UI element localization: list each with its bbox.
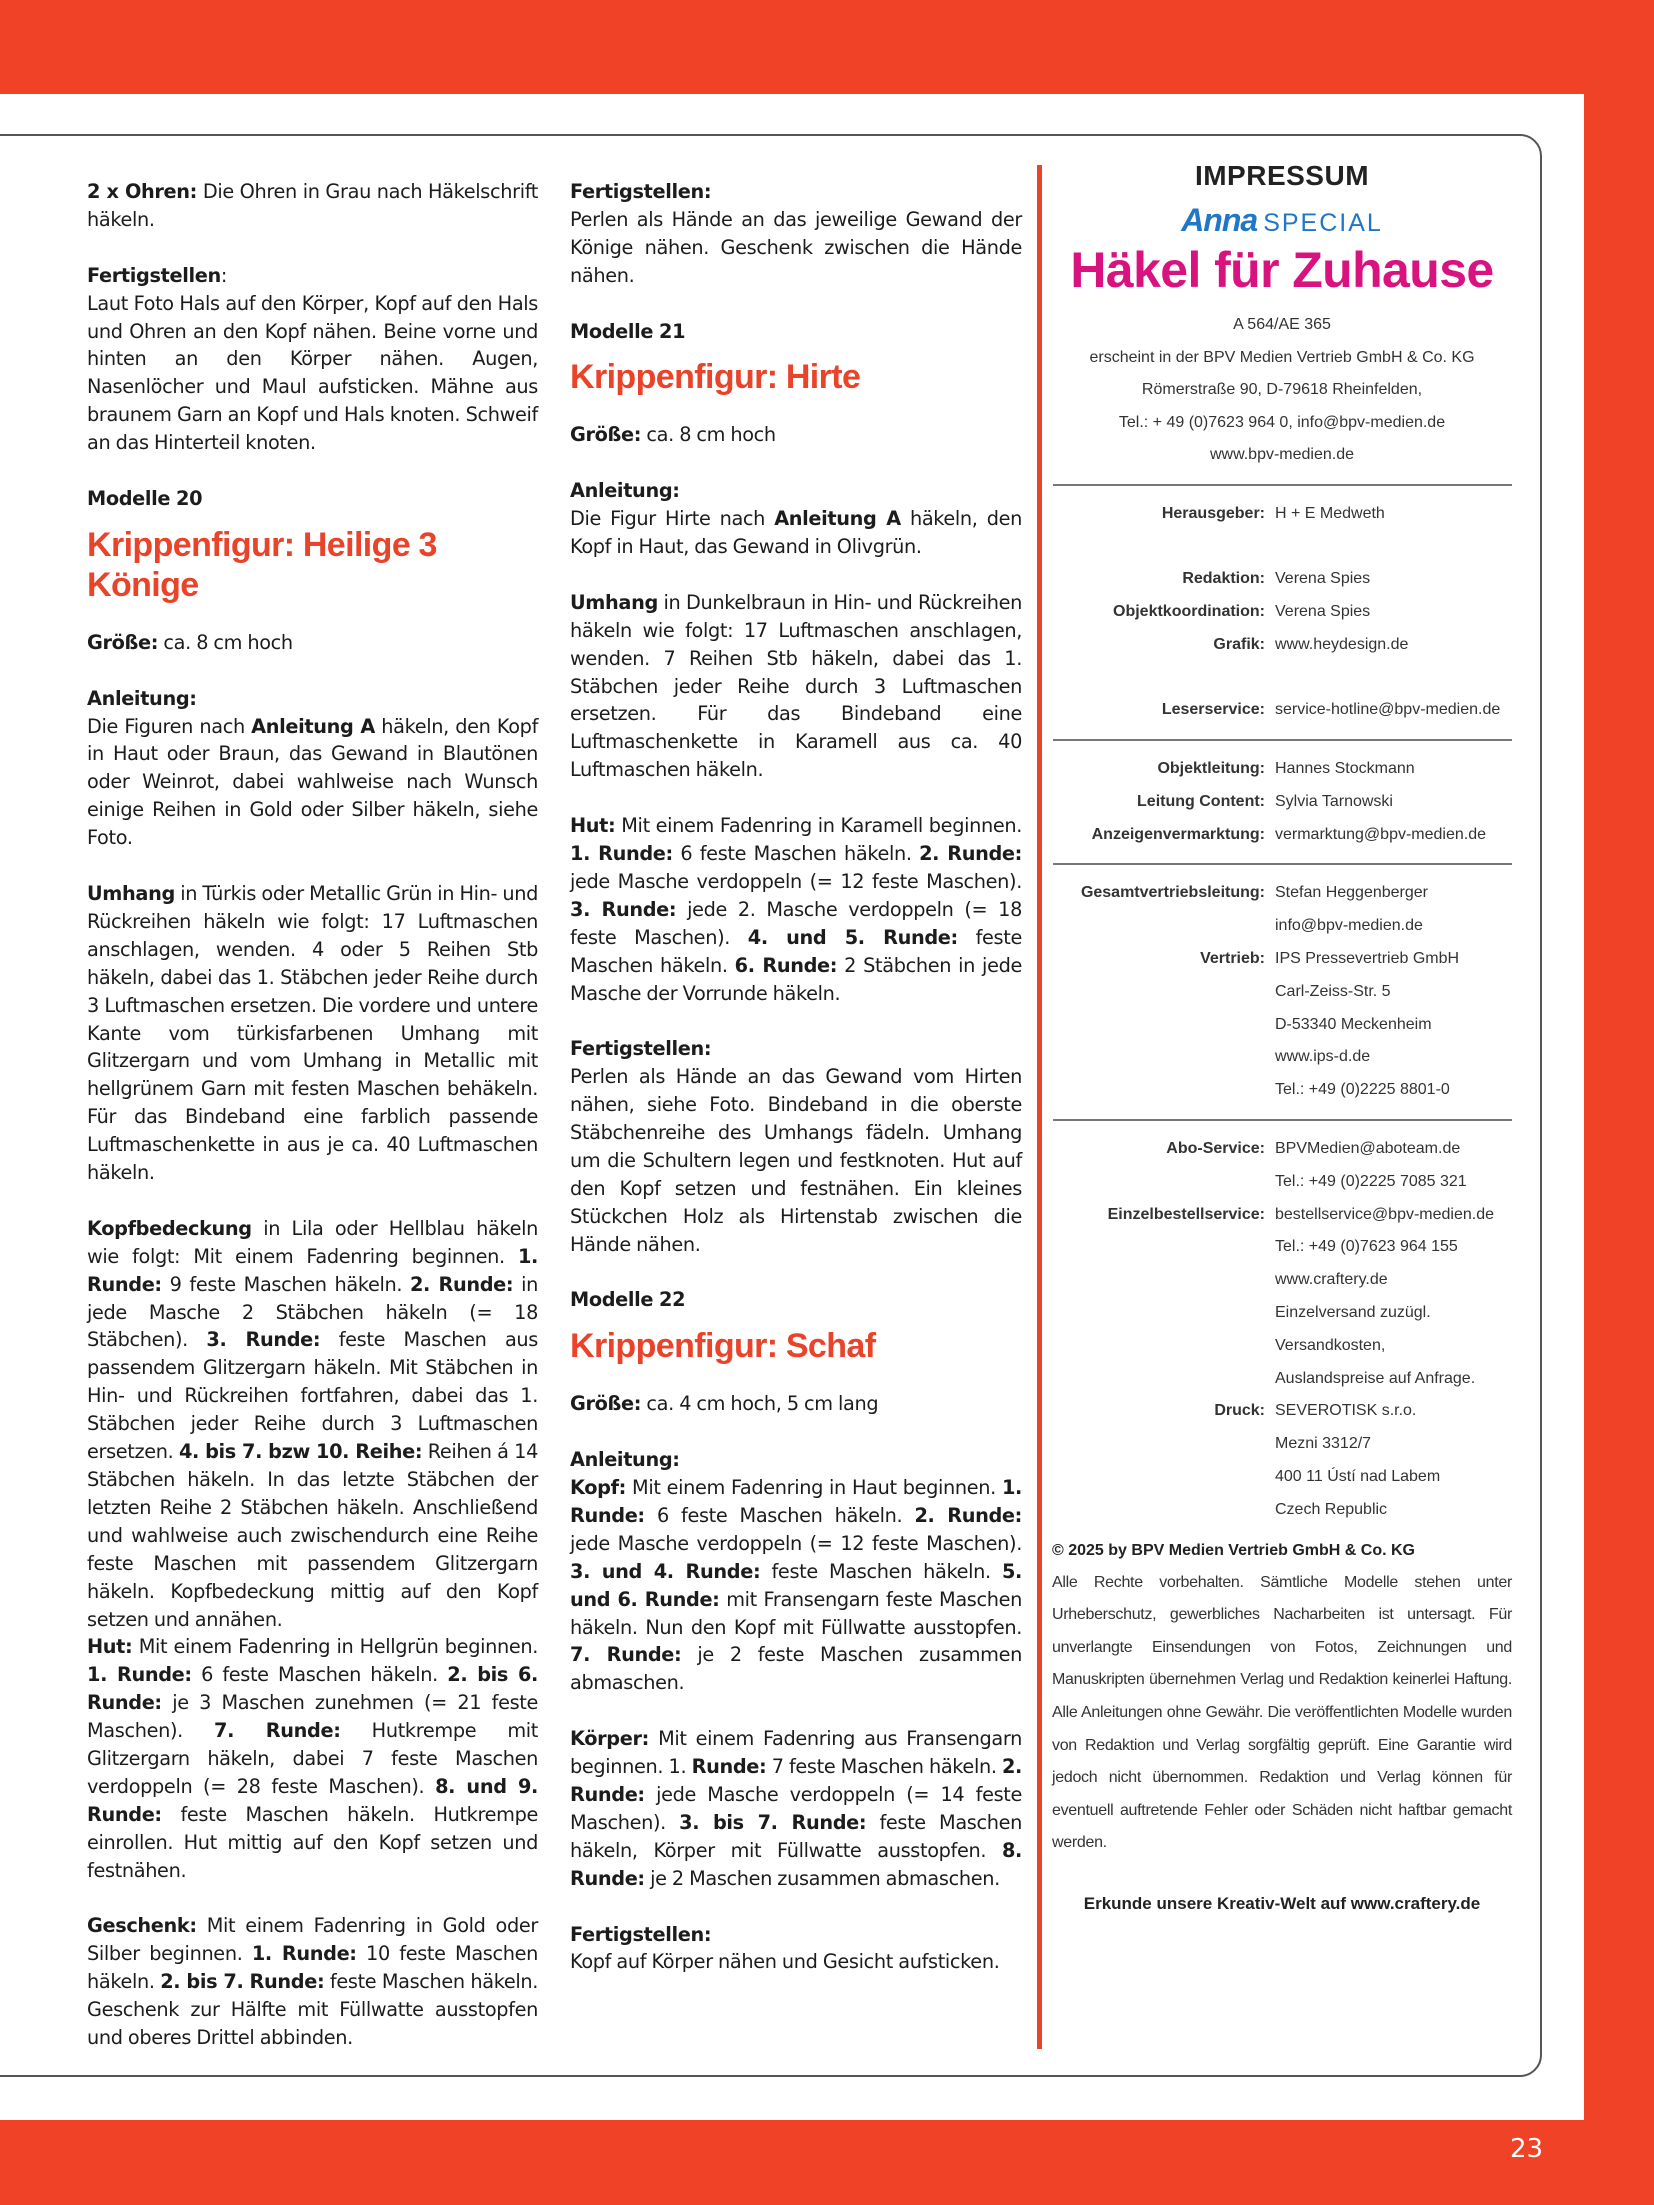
left-column: [87, 178, 538, 2080]
anleitung-22-heading: Anleitung:: [570, 1448, 680, 1472]
kopfbedeckung-paragraph: Kopfbedeckung in Lila oder Hellblau häkeln wie folgt: Mit einem Fadenring beginnen. 1. Runde: 9 feste Maschen häkeln. 2. Runde: in jede Masche 2 Stäbchen häkeln (= 18 Stäbchen). 3. Runde: feste Maschen aus passendem Glitzergarn häkeln. Mit Stäbchen in Hin- und Rückreihen fortfahren, dabei das 1. Stäbchen jeder Reihe durch 3 Luftmaschen ersetzen. 4. bis 7. bzw 10. Reihe: Reihen á 14 Stäbchen häkeln. In das letzte Stäbchen der letzten Reihe 2 Stäbchen häkeln. Anschließend und wahlweise auch zwischendurch eine Reihe feste Maschen mit passendem Glitzergarn häkeln. Kopfbedeckung mittig auf den Kopf setzen und annähen.: [87, 1216, 539, 1631]
craftery-footer: Erkunde unsere Kreativ-Welt auf www.craftery.de: [1083, 1893, 1481, 1913]
credit-row: Gesamtvertriebsleitung: Stefan Heggenberger: [1080, 884, 1428, 902]
divider: [1053, 484, 1512, 486]
umhang-21-paragraph: Umhang in Dunkelbraun in Hin- und Rückreihen häkeln wie folgt: 17 Luftmaschen anschlagen, wenden. 7 Reihen Stb häkeln, dabei das 1. Stäbchen jeder Reihe durch 3 Luftmaschen ersetzen. Für das Bindeband eine Luftmaschenkette in Karamell aus ca. 40 Luftmaschen häkeln.: [570, 590, 1022, 782]
credit-row: Objektkoordination: Verena Spies: [1113, 602, 1371, 620]
credits-block-1: [1052, 498, 1512, 728]
kopf-paragraph: Kopf: Mit einem Fadenring in Haut beginnen. 1. Runde: 6 feste Maschen häkeln. 2. Runde: jede Masche verdoppeln (= 12 feste Maschen). 3. und 4. Runde: feste Maschen häkeln. 5. und 6. Runde: mit Fransengarn feste Maschen häkeln. Nun den Kopf mit Füllwatte ausstopfen. 7. Runde: je 2 feste Maschen zusammen abmaschen.: [570, 1476, 1023, 1695]
divider: [1053, 863, 1512, 865]
credit-row: Vertrieb: IPS Pressevertrieb GmbH: [1200, 950, 1460, 968]
fertigstellen-22-paragraph: Kopf auf Körper nähen und Gesicht aufsticken.: [570, 1950, 1000, 1974]
hut-paragraph: Hut: Mit einem Fadenring in Hellgrün beginnen. 1. Runde: 6 feste Maschen häkeln. 2. bis 6. Runde: je 3 Maschen zunehmen (= 21 feste Maschen). 7. Runde: Hutkrempe mit Glitzergarn häkeln, dabei 7 feste Maschen verdoppeln (= 28 feste Maschen). 8. und 9. Runde: feste Maschen häkeln. Hutkrempe einrollen. Hut mittig auf den Kopf setzen und festnähen.: [87, 1635, 539, 1882]
fertigstellen-21-paragraph: Perlen als Hände an das Gewand vom Hirten nähen, siehe Foto. Bindeband in die oberste Stäbchenreihe des Umhangs fädeln. Umhang um die Schultern legen und festknoten. Hut auf den Kopf setzen und festnähen. Ein kleines Stückchen Holz als Hirtenstab zwischen die Hände nähen.: [570, 1065, 1022, 1256]
credit-row: Grafik: www.heydesign.de: [1213, 635, 1409, 653]
magazine-title: Häkel für Zuhause: [1070, 242, 1494, 298]
brand-anna: Anna: [1181, 202, 1258, 238]
anleitung-21-heading: Anleitung:: [570, 479, 680, 503]
size-paragraph: Größe: ca. 8 cm hoch: [87, 630, 293, 654]
credits-block-2: [1052, 753, 1512, 851]
finish-paragraph: Laut Foto Hals auf den Körper, Kopf auf den Hals und Ohren an den Kopf nähen. Beine vorne und hinten an den Körper nähen. Augen, Nasenlöcher und Maul aufsticken. Mähne aus braunem Garn an Kopf und Hals knoten. Schweif an das Hinterteil knoten.: [87, 291, 538, 455]
middle-column: [570, 178, 1022, 1976]
size-21-paragraph: Größe: ca. 8 cm hoch: [570, 423, 776, 447]
info-line: erscheint in der BPV Medien Vertrieb GmbH & Co. KG: [1089, 348, 1475, 366]
copyright-line: © 2025 by BPV Medien Vertrieb GmbH & Co. KG: [1052, 1541, 1415, 1559]
ears-paragraph: 2 x Ohren: Die Ohren in Grau nach Häkelschrift häkeln.: [87, 180, 539, 231]
publisher-info: [1052, 309, 1512, 472]
info-line: A 564/AE 365: [1233, 316, 1331, 333]
credit-row: Abo-Service: BPVMedien@aboteam.de: [1166, 1140, 1461, 1158]
impressum-red-rule: [1037, 165, 1042, 2049]
credit-row: Herausgeber: H + E Medweth: [1161, 504, 1385, 522]
info-line: www.bpv-medien.de: [1209, 446, 1355, 463]
koerper-paragraph: Körper: Mit einem Fadenring aus Fransengarn beginnen. 1. Runde: 7 feste Maschen häkeln. 2. Runde: jede Masche verdoppeln (= 14 feste Maschen). 3. bis 7. Runde: feste Maschen häkeln, Körper mit Füllwatte ausstopfen. 8. Runde: je 2 Maschen zusammen abmaschen.: [570, 1727, 1022, 1890]
anna-special-logo: [1052, 202, 1512, 239]
brand-special: SPECIAL: [1263, 209, 1383, 237]
fertigstellen-21-heading: Fertigstellen:: [570, 1037, 712, 1061]
anleitung-paragraph: Die Figuren nach Anleitung A häkeln, den Kopf in Haut oder Braun, das Gewand in Blautönen oder Weinrot, dabei wahlweise nach Wunsch einige Reihen in Gold oder Silber häkeln, siehe Foto.: [87, 714, 539, 850]
title-schaf: Krippenfigur: Schaf: [570, 1327, 876, 1366]
divider: [1053, 1119, 1512, 1121]
impressum-box: [1052, 160, 1512, 1914]
credits-block-4: Abo-Service: BPVMedien@aboteam.de Tel.: +49 (0)2225 7085 321 Einzelbestellservice: bestellservice@bpv-medien.de Tel.: +49 (0)7623 964 155 www.craftery.de Einzelversand zuzügl. Versandkosten, Auslandspreise auf Anfrage. Druck: SEVEROTISK s.r.o. Mezni 3312/7 400 11 Ústí nad Labem Czech Republic: [1052, 1133, 1512, 1527]
fertigstellen-koenige-heading: Fertigstellen:: [570, 180, 712, 203]
credit-row: Objektleitung: Hannes Stockmann: [1157, 760, 1415, 778]
credit-row: Einzelbestellservice: bestellservice@bpv-medien.de: [1107, 1205, 1495, 1223]
modelle-21-label: Modelle 21: [570, 319, 686, 343]
modelle-22-label: Modelle 22: [570, 1288, 686, 1312]
hut-21-paragraph: Hut: Mit einem Fadenring in Karamell beginnen. 1. Runde: 6 feste Maschen häkeln. 2. Runde: jede Masche verdoppeln (= 12 feste Maschen). 3. Runde: jede 2. Masche verdoppeln (= 18 feste Maschen). 4. und 5. Runde: feste Maschen häkeln. 6. Runde: 2 Stäbchen in jede Masche der Vorrunde häkeln.: [570, 814, 1023, 1005]
credit-row: Anzeigenvermarktung: vermarktung@bpv-medien.de: [1091, 825, 1487, 843]
umhang-paragraph: Umhang in Türkis oder Metallic Grün in Hin- und Rückreihen häkeln wie folgt: 17 Luftmaschen anschlagen, wenden. 4 oder 5 Reihen Stb häkeln, dabei das 1. Stäbchen jeder Reihe durch 3 Luftmaschen ersetzen. Die vordere und untere Kante vom türkisfarbenen Umhang mit Glitzergarn und vom Umhang in Metallic mit hellgrünem Garn mit festen Maschen behäkeln. Für das Bindeband eine farblich passende Luftmaschenkette in aus je ca. 40 Luftmaschen häkeln.: [87, 881, 538, 1185]
credit-row: Druck: SEVEROTISK s.r.o.: [1214, 1402, 1417, 1420]
credit-row: Leitung Content: Sylvia Tarnowski: [1137, 792, 1393, 810]
legal-notice: Alle Rechte vorbehalten. Sämtliche Modelle stehen unter Urheberschutz, gewerbliches Nacharbeiten ist untersagt. Für unverlangte Einsendungen von Fotos, Zeichnungen und Manuskripten übernehmen Verlag und Redaktion keinerlei Haftung. Alle Anleitungen ohne Gewähr. Die veröffentlichten Modelle wurden von Redaktion und Verlag sorgfältig geprüft. Eine Garantie wird jedoch nicht übernommen. Redaktion und Verlag können für eventuell auftretende Fehler oder Schäden nicht haftbar gemacht werden.: [1052, 1573, 1512, 1852]
credits-block-3: Gesamtvertriebsleitung: Stefan Heggenberger info@bpv-medien.de Vertrieb: IPS Pressevertrieb GmbH Carl-Zeiss-Str. 5 D-53340 Meckenheim www.ips-d.de Tel.: +49 (0)2225 8801-0: [1052, 877, 1512, 1107]
fertigstellen-22-heading: Fertigstellen:: [570, 1922, 712, 1946]
title-heilige-3-koenige: Krippenfigur: Heilige 3 Könige: [87, 525, 437, 604]
size-22-paragraph: Größe: ca. 4 cm hoch, 5 cm lang: [570, 1392, 879, 1416]
divider: [1053, 739, 1512, 741]
credit-row: Redaktion: Verena Spies: [1182, 570, 1371, 588]
info-line: Tel.: + 49 (0)7623 964 0, info@bpv-medien.de: [1118, 413, 1446, 431]
finish-heading: Fertigstellen:: [87, 263, 228, 287]
top-color-band: [0, 0, 1654, 94]
title-hirte: Krippenfigur: Hirte: [570, 358, 861, 397]
page-number: 23: [1510, 2134, 1544, 2164]
info-line: Römerstraße 90, D-79618 Rheinfelden,: [1141, 381, 1423, 398]
modelle-20-label: Modelle 20: [87, 486, 203, 510]
anleitung-21-paragraph: Die Figur Hirte nach Anleitung A häkeln, den Kopf in Haut, das Gewand in Olivgrün.: [570, 507, 1023, 559]
impressum-heading: IMPRESSUM: [1194, 160, 1370, 191]
anleitung-heading: Anleitung:: [87, 686, 197, 710]
credit-row: Leserservice: service-hotline@bpv-medien.de: [1161, 701, 1501, 719]
geschenk-paragraph: Geschenk: Mit einem Fadenring in Gold oder Silber beginnen. 1. Runde: 10 feste Maschen häkeln. 2. bis 7. Runde: feste Maschen häkeln. Geschenk zur Hälfte mit Füllwatte ausstopfen und oberes Drittel abbinden.: [87, 1914, 538, 2050]
fertigstellen-koenige-paragraph: Perlen als Hände an das jeweilige Gewand der Könige nähen. Geschenk zwischen die Hände nähen.: [570, 207, 1022, 287]
